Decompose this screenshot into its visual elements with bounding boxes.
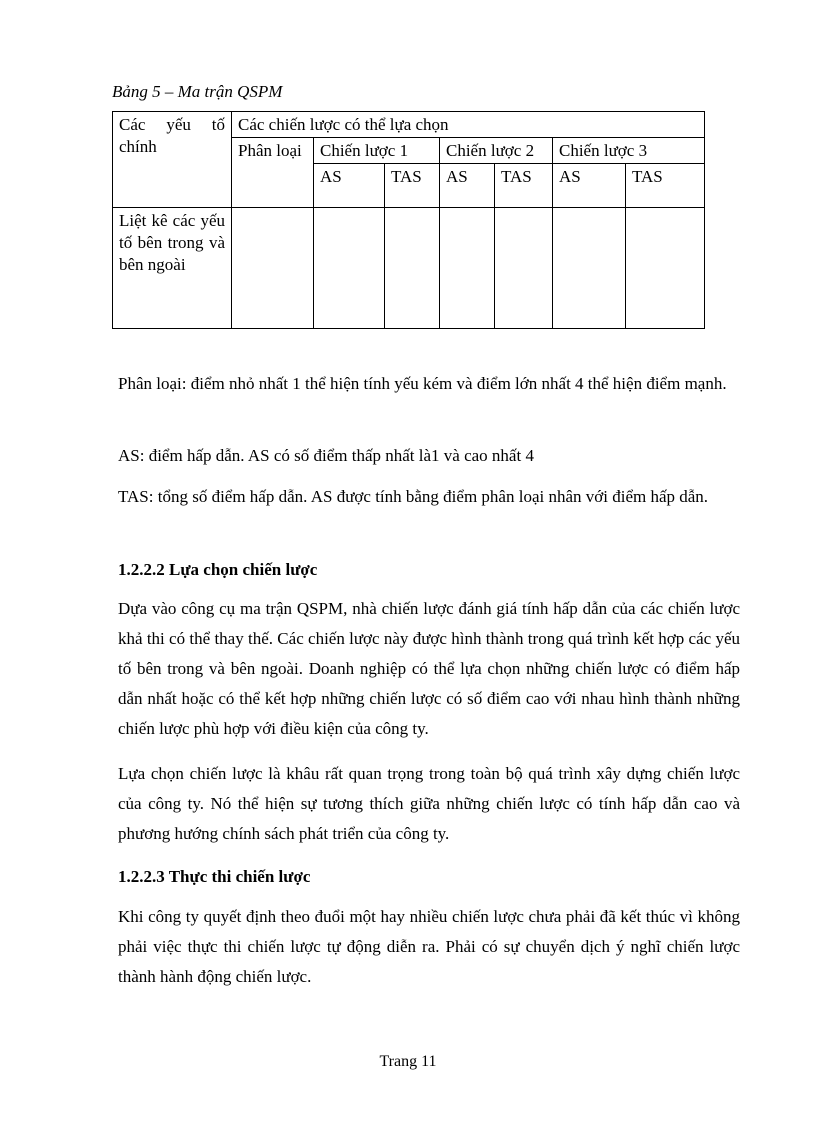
paragraph-lua-chon-2: Lựa chọn chiến lược là khâu rất quan trọng trong toàn bộ quá trình xây dựng chiến lược của công ty. Nó thể hiện sự tương thích giữa những chiến lược có tính hấp dẫn cao và phương hướng chính sách phát triển của công ty. (118, 764, 740, 843)
heading-lua-chon: 1.2.2.2 Lựa chọn chiến lược (118, 560, 318, 579)
header-strategies: Các chiến lược có thể lựa chọn (232, 112, 705, 138)
header-strategy-1: Chiến lược 1 (314, 138, 440, 164)
empty-cell (440, 208, 495, 329)
table-row (113, 208, 705, 329)
header-strategy-2: Chiến lược 2 (440, 138, 553, 164)
paragraph-as: AS: điểm hấp dẫn. AS có số điểm thấp nhất là1 và cao nhất 4 (118, 446, 534, 465)
header-rating: Phân loại (232, 138, 314, 208)
row-label: Liệt kê các yếu tố bên trong và bên ngoài (113, 208, 232, 329)
page-number: Trang 11 (379, 1053, 437, 1070)
paragraph-thuc-thi: Khi công ty quyết định theo đuổi một hay nhiều chiến lược chưa phải đã kết thúc vì không phải việc thực thi chiến lược tự động diễn ra. Phải có sự chuyển dịch ý nghĩ chiến lược thành hành động chiến lược. (118, 907, 740, 986)
paragraph-tas: TAS: tổng số điểm hấp dẫn. AS được tính bằng điểm phân loại nhân với điểm hấp dẫn. (118, 487, 709, 506)
empty-cell (232, 208, 314, 329)
table-caption: Bảng 5 – Ma trận QSPM (112, 82, 283, 101)
empty-cell (314, 208, 385, 329)
header-strategy-3: Chiến lược 3 (553, 138, 705, 164)
subcol-tas-1: TAS (385, 164, 440, 208)
subcol-tas-3: TAS (626, 164, 705, 208)
heading-thuc-thi: 1.2.2.3 Thực thi chiến lược (118, 867, 311, 886)
subcol-as-2: AS (440, 164, 495, 208)
subcol-tas-2: TAS (495, 164, 553, 208)
subcol-as-3: AS (553, 164, 626, 208)
empty-cell (385, 208, 440, 329)
paragraph-lua-chon-1: Dựa vào công cụ ma trận QSPM, nhà chiến lược đánh giá tính hấp dẫn của các chiến lược khả thi có thể thay thế. Các chiến lược này được hình thành trong quá trình kết hợp các yếu tố bên trong và bên ngoài. Doanh nghiệp có thể lựa chọn những chiến lược có điểm hấp dẫn nhất hoặc có thể kết hợp những chiến lược có số điểm cao với nhau hình thành những chiến lược phù hợp với điều kiện của công ty. (118, 599, 740, 738)
paragraph-phan-loai: Phân loại: điểm nhỏ nhất 1 thể hiện tính yếu kém và điểm lớn nhất 4 thể hiện điểm mạnh. (118, 374, 727, 393)
empty-cell (553, 208, 626, 329)
empty-cell (626, 208, 705, 329)
qspm-table (112, 111, 705, 329)
subcol-as-1: AS (314, 164, 385, 208)
header-factors: Các yếu tố chính (113, 112, 232, 208)
empty-cell (495, 208, 553, 329)
table-header-row-1 (113, 112, 705, 138)
